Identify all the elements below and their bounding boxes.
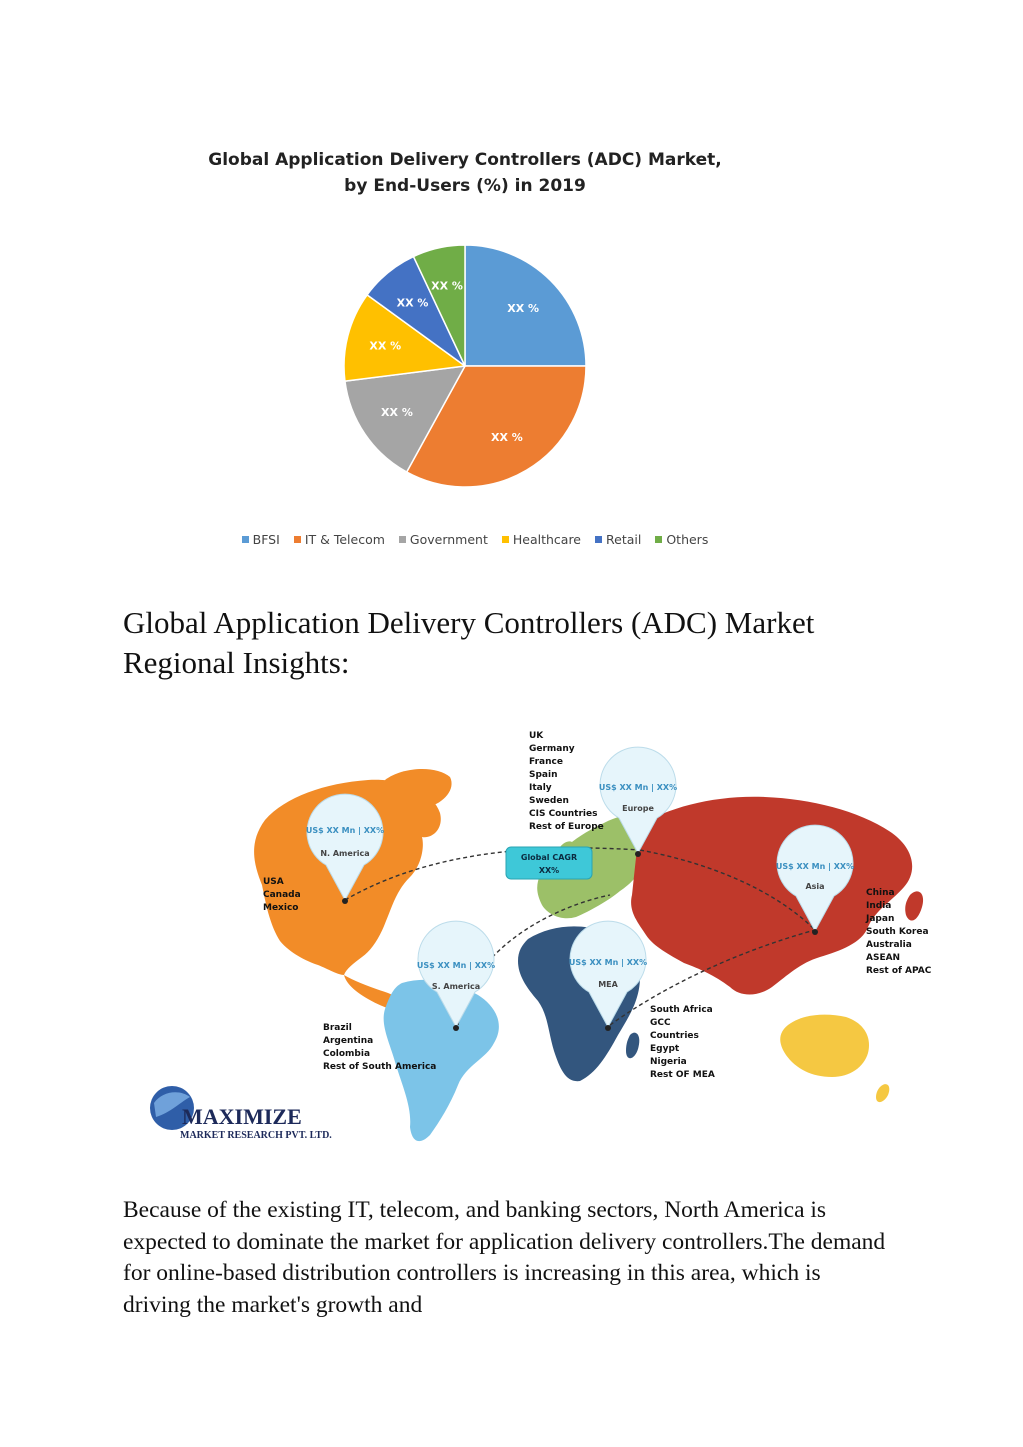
country-label: Countries <box>650 1031 699 1041</box>
country-label: Japan <box>866 914 895 924</box>
country-label: USA <box>263 877 284 887</box>
country-label: ASEAN <box>866 953 901 963</box>
pin-value-asia: US$ XX Mn | XX% <box>775 862 855 871</box>
pin-region-asia: Asia <box>805 882 825 891</box>
madagascar-shape <box>626 1033 639 1059</box>
pin-region-sa: S. America <box>431 982 481 991</box>
country-label: Spain <box>529 770 558 780</box>
global-cagr-badge <box>506 847 592 879</box>
pin-region-europe: Europe <box>622 804 654 813</box>
legend-label: Healthcare <box>512 532 581 547</box>
pin-region-na: N. America <box>320 849 370 858</box>
country-label: South Korea <box>866 927 929 937</box>
japan-shape <box>905 891 923 920</box>
legend-item-3 <box>502 532 581 547</box>
europe-country-list <box>529 731 604 832</box>
country-label: Mexico <box>263 903 299 913</box>
chart-title-line-1: Global Application Delivery Controllers (ADC) Market, <box>208 150 722 170</box>
section-heading: Global Application Delivery Controllers (ADC) Market Regional Insights: <box>123 605 815 680</box>
legend-label: Government <box>409 532 488 547</box>
end-user-pie-chart <box>180 135 750 565</box>
country-label: Colombia <box>323 1049 371 1059</box>
country-label: UK <box>529 731 544 741</box>
country-label: Germany <box>529 744 575 754</box>
legend-item-4 <box>595 532 641 547</box>
legend-swatch <box>294 536 301 543</box>
country-label: India <box>866 901 892 911</box>
country-label: Rest OF MEA <box>650 1070 715 1080</box>
chart-title-line-2: by End-Users (%) in 2019 <box>344 176 586 196</box>
regional-insights-map <box>140 725 940 1155</box>
country-label: Sweden <box>529 796 569 806</box>
country-label: Australia <box>866 940 912 950</box>
pie-svg <box>180 135 750 565</box>
australia-region <box>780 1015 869 1077</box>
world-map-svg <box>140 725 940 1155</box>
legend-swatch <box>502 536 509 543</box>
country-label: Brazil <box>323 1023 352 1033</box>
company-logo <box>150 1086 332 1141</box>
country-label: Nigeria <box>650 1057 687 1067</box>
cagr-value: XX% <box>538 866 560 875</box>
country-label: Rest of Europe <box>529 822 604 832</box>
south-america-region <box>384 980 499 1141</box>
country-label: France <box>529 757 563 767</box>
legend-label: Others <box>666 532 709 547</box>
pie-slice-label-4: XX % <box>396 296 429 310</box>
country-label: China <box>866 888 895 898</box>
country-label: Rest of South America <box>323 1062 437 1072</box>
cagr-label: Global CAGR <box>520 853 578 862</box>
body-paragraph: Because of the existing IT, telecom, and banking sectors, North America is expected to dominate the market for application delivery controllers.The demand for online-based distribution controllers is increasing in this area, which is driving the market's growth and <box>123 1197 886 1318</box>
mea-country-list <box>650 1005 715 1080</box>
legend-swatch <box>595 536 602 543</box>
country-label: Italy <box>529 783 552 793</box>
pin-value-sa: US$ XX Mn | XX% <box>416 961 496 970</box>
legend-label: BFSI <box>252 532 280 547</box>
legend-label: IT & Telecom <box>304 532 385 547</box>
pin-value-mea: US$ XX Mn | XX% <box>568 958 648 967</box>
chart-title <box>180 147 750 199</box>
country-label: Canada <box>263 890 301 900</box>
legend-item-2 <box>399 532 488 547</box>
chart-legend <box>220 532 730 547</box>
country-label: Rest of APAC <box>866 966 932 976</box>
logo-name: MAXIMIZE <box>182 1104 302 1129</box>
country-label: Egypt <box>650 1044 680 1054</box>
country-label: CIS Countries <box>529 809 598 819</box>
legend-item-1 <box>294 532 385 547</box>
new-zealand-shape <box>876 1084 889 1102</box>
legend-swatch <box>399 536 406 543</box>
country-label: South Africa <box>650 1005 713 1015</box>
legend-label: Retail <box>606 532 642 547</box>
logo-subtitle: MARKET RESEARCH PVT. LTD. <box>180 1130 332 1141</box>
pie-slice-label-1: XX % <box>490 430 523 444</box>
pie-slice-label-2: XX % <box>381 406 413 420</box>
legend-swatch <box>655 536 662 543</box>
legend-item-0 <box>242 532 280 547</box>
pie-slice-label-5: XX % <box>431 279 463 293</box>
pie-slice-label-0: XX % <box>507 301 540 315</box>
legend-item-5 <box>655 532 708 547</box>
pin-region-mea: MEA <box>598 980 618 989</box>
legend-swatch <box>242 536 249 543</box>
pie-slice-label-3: XX % <box>369 339 402 353</box>
pin-value-europe: US$ XX Mn | XX% <box>598 783 678 792</box>
pin-value-na: US$ XX Mn | XX% <box>305 826 385 835</box>
country-label: GCC <box>650 1018 671 1028</box>
country-label: Argentina <box>323 1036 374 1046</box>
